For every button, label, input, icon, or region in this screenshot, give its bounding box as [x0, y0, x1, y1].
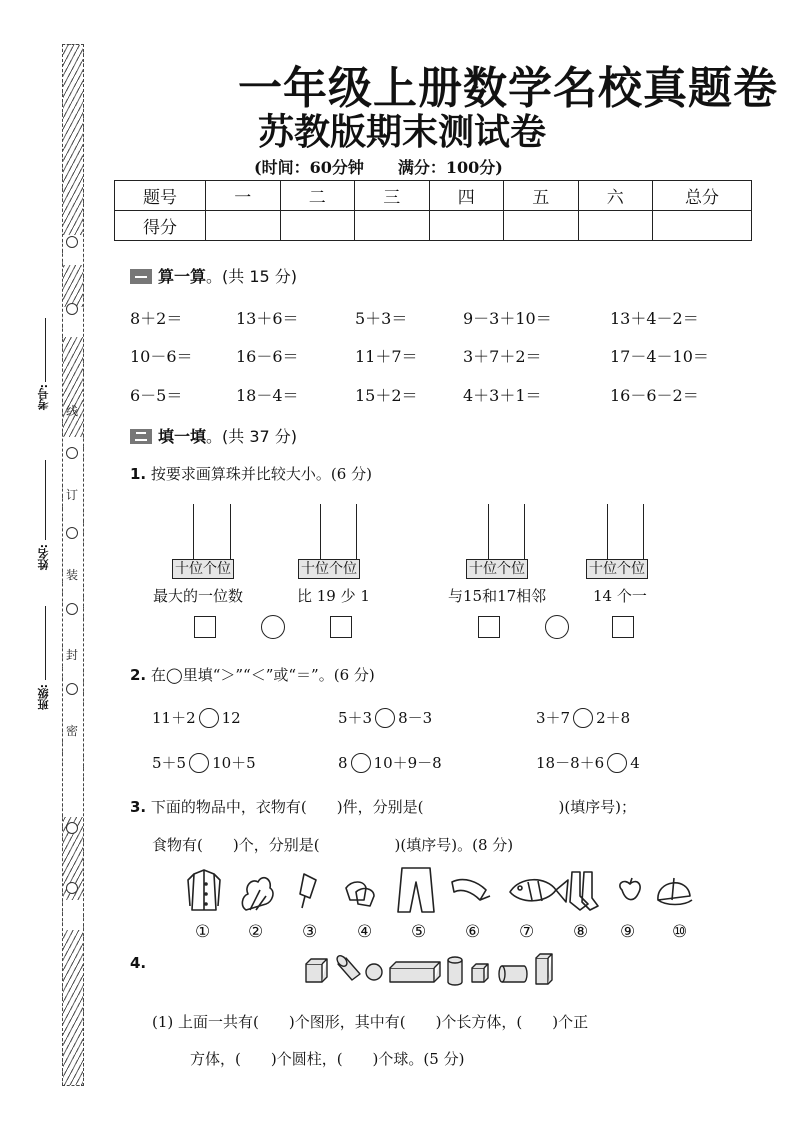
- name-line[interactable]: [45, 460, 46, 540]
- compare-circle[interactable]: [375, 708, 395, 728]
- item-number: ④: [357, 922, 373, 942]
- equation: 15＋2＝: [355, 386, 418, 405]
- popsicle-icon: [300, 874, 316, 908]
- equation: 16－6－2＝: [610, 386, 699, 405]
- equation: 8＋2＝: [130, 309, 183, 328]
- section2-title: 填一填: [158, 427, 207, 446]
- question-text: 在◯里填“＞”“＜”或“＝”。(6 分): [150, 666, 375, 684]
- score-table: [114, 180, 752, 241]
- question-number: 3.: [130, 798, 147, 816]
- score-row-label: 得分: [115, 211, 206, 241]
- compare-item[interactable]: 5＋3 8－3: [338, 709, 433, 727]
- class-line[interactable]: [45, 606, 46, 680]
- abacus-rod: [643, 504, 644, 560]
- score-cell[interactable]: [280, 211, 355, 241]
- score-cell[interactable]: [429, 211, 504, 241]
- answer-box[interactable]: [194, 616, 216, 638]
- compare-circle[interactable]: [573, 708, 593, 728]
- equation: 17－4－10＝: [610, 347, 709, 366]
- equation: 18－4＝: [236, 386, 299, 405]
- equation: 6－5＝: [130, 386, 183, 405]
- score-header-cell: 五: [504, 181, 579, 211]
- binding-hole: [66, 527, 78, 539]
- section2-heading: [130, 424, 297, 447]
- item-number: ⑥: [465, 922, 481, 942]
- seal-char: 线: [65, 404, 78, 418]
- cuboid-icon: [390, 962, 440, 982]
- equation: 11＋7＝: [355, 347, 418, 366]
- score-cell[interactable]: [504, 211, 579, 241]
- binding-hole: [66, 303, 78, 315]
- question-2: [130, 664, 375, 685]
- seal-char: 封: [65, 648, 78, 662]
- equation: 16－6＝: [236, 347, 299, 366]
- seal-char: 密: [65, 724, 78, 738]
- cuboid-icon: [536, 954, 552, 984]
- cube-icon: [306, 959, 327, 982]
- abacus-rod: [230, 504, 231, 560]
- equation: 3＋7＋2＝: [463, 347, 542, 366]
- question-4-number: [130, 954, 146, 972]
- question-number: 2.: [130, 666, 147, 684]
- equation: 13＋6＝: [236, 309, 299, 328]
- abacus-rod: [524, 504, 525, 560]
- equation: 5＋3＝: [355, 309, 408, 328]
- socks-icon: [570, 872, 598, 910]
- question-4-part1-line2: 方体，( )个圆柱，( )个球。(5 分): [190, 1050, 465, 1068]
- item-number: ⑨: [620, 922, 636, 942]
- compare-circle[interactable]: [189, 753, 209, 773]
- binding-strip: [62, 44, 84, 1086]
- score-cell[interactable]: [355, 211, 430, 241]
- seal-char: 装: [65, 568, 78, 582]
- score-cell[interactable]: [578, 211, 653, 241]
- score-header-cell: 一: [206, 181, 281, 211]
- score-header-cell: 六: [578, 181, 653, 211]
- compare-item[interactable]: 3＋7 2＋8: [536, 709, 631, 727]
- compare-item[interactable]: 18－8＋6 4: [536, 754, 640, 772]
- cap-icon: [658, 878, 692, 905]
- section2-note: 。(共 37 分): [206, 427, 298, 446]
- cylinder-icon: [335, 954, 360, 980]
- answer-box[interactable]: [478, 616, 500, 638]
- item-number: ①: [195, 922, 211, 942]
- binding-hole: [66, 882, 78, 894]
- abacus-rod: [193, 504, 194, 560]
- score-cell[interactable]: [653, 211, 752, 241]
- seal-char: 订: [65, 488, 78, 502]
- class-label: 班级:: [37, 684, 50, 711]
- abacus-caption: 与15和17相邻: [448, 587, 547, 605]
- compare-item[interactable]: 5＋5 10＋5: [152, 754, 256, 772]
- shirt-icon: [188, 870, 220, 910]
- apple-icon: [620, 878, 640, 900]
- abacus-base: 十位个位: [586, 559, 648, 579]
- solids-illustration: [302, 952, 564, 988]
- compare-item[interactable]: 11＋2 12: [152, 709, 241, 727]
- item-number: ⑤: [411, 922, 427, 942]
- binding-hole: [66, 822, 78, 834]
- cylinder-icon: [448, 957, 462, 985]
- abacus-caption: 14 个一: [593, 587, 647, 605]
- time-info: (时间：60分钟: [254, 158, 364, 177]
- question-number: 1.: [130, 465, 147, 483]
- question-text: 按要求画算珠并比较大小。(6 分): [150, 465, 372, 483]
- score-header-cell: 二: [280, 181, 355, 211]
- page-title: 一年级上册数学名校真题卷: [238, 63, 778, 114]
- item-number: ⑩: [672, 922, 688, 942]
- score-info: 满分：100分): [397, 158, 503, 177]
- binding-hole: [66, 236, 78, 248]
- abacus-base: 十位个位: [298, 559, 360, 579]
- compare-item[interactable]: 8 10＋9－8: [338, 754, 442, 772]
- abacus-rod: [607, 504, 608, 560]
- abacus-rod: [488, 504, 489, 560]
- score-header-cell: 题号: [115, 181, 206, 211]
- fish-icon: [510, 880, 568, 902]
- score-header-cell: 三: [355, 181, 430, 211]
- section-badge-one: [130, 269, 152, 284]
- compare-circle[interactable]: [351, 753, 371, 773]
- exam-number-line[interactable]: [45, 318, 46, 382]
- cabbage-icon: [242, 878, 273, 910]
- name-label: 姓名:: [37, 544, 50, 571]
- equation: 4＋3＋1＝: [463, 386, 542, 405]
- compare-circle[interactable]: [199, 708, 219, 728]
- section-badge-two: [130, 429, 152, 444]
- question-1: [130, 463, 372, 484]
- compare-circle[interactable]: [607, 753, 627, 773]
- cylinder-icon: [499, 966, 527, 982]
- abacus-base: 十位个位: [172, 559, 234, 579]
- item-number: ⑧: [573, 922, 589, 942]
- binding-hole: [66, 447, 78, 459]
- item-number: ⑦: [519, 922, 535, 942]
- items-illustration: [180, 866, 700, 916]
- section1-heading: [130, 264, 297, 287]
- abacus-caption: 最大的一位数: [153, 587, 244, 605]
- abacus-base: 十位个位: [466, 559, 528, 579]
- compare-circle[interactable]: [545, 615, 569, 639]
- question-number: 4.: [130, 954, 147, 972]
- section1-title: 算一算: [158, 267, 207, 286]
- abacus-rod: [320, 504, 321, 560]
- item-number: ②: [248, 922, 264, 942]
- question-4-part1: (1) 上面一共有( )个图形，其中有( )个长方体，( )个正: [152, 1013, 589, 1031]
- score-header-cell: 四: [429, 181, 504, 211]
- answer-box[interactable]: [612, 616, 634, 638]
- answer-box[interactable]: [330, 616, 352, 638]
- score-header-cell: 总分: [653, 181, 752, 211]
- item-number: ③: [302, 922, 318, 942]
- exam-info: [254, 155, 537, 178]
- question-text: 下面的物品中，衣物有( )件，分别是( )(填序号)；: [150, 798, 637, 816]
- cube-icon: [472, 964, 488, 982]
- pants-icon: [398, 868, 434, 912]
- abacus-rod: [356, 504, 357, 560]
- binding-hole: [66, 683, 78, 695]
- question-3-line2: 食物有( )个，分别是( )(填序号)。(8 分): [152, 836, 514, 854]
- score-cell[interactable]: [206, 211, 281, 241]
- exam-number-label: 考号:: [37, 384, 50, 411]
- question-3: [130, 796, 636, 817]
- scarf-icon: [452, 880, 490, 900]
- equation: 10－6＝: [130, 347, 193, 366]
- sphere-icon: [366, 964, 382, 980]
- page-subtitle: 苏教版期末测试卷: [258, 112, 547, 153]
- section1-note: 。(共 15 分): [206, 267, 298, 286]
- binding-hole: [66, 603, 78, 615]
- equation: 9－3＋10＝: [463, 309, 552, 328]
- compare-circle[interactable]: [261, 615, 285, 639]
- abacus-caption: 比 19 少 1: [297, 587, 370, 605]
- equation: 13＋4－2＝: [610, 309, 699, 328]
- gloves-icon: [346, 882, 374, 906]
